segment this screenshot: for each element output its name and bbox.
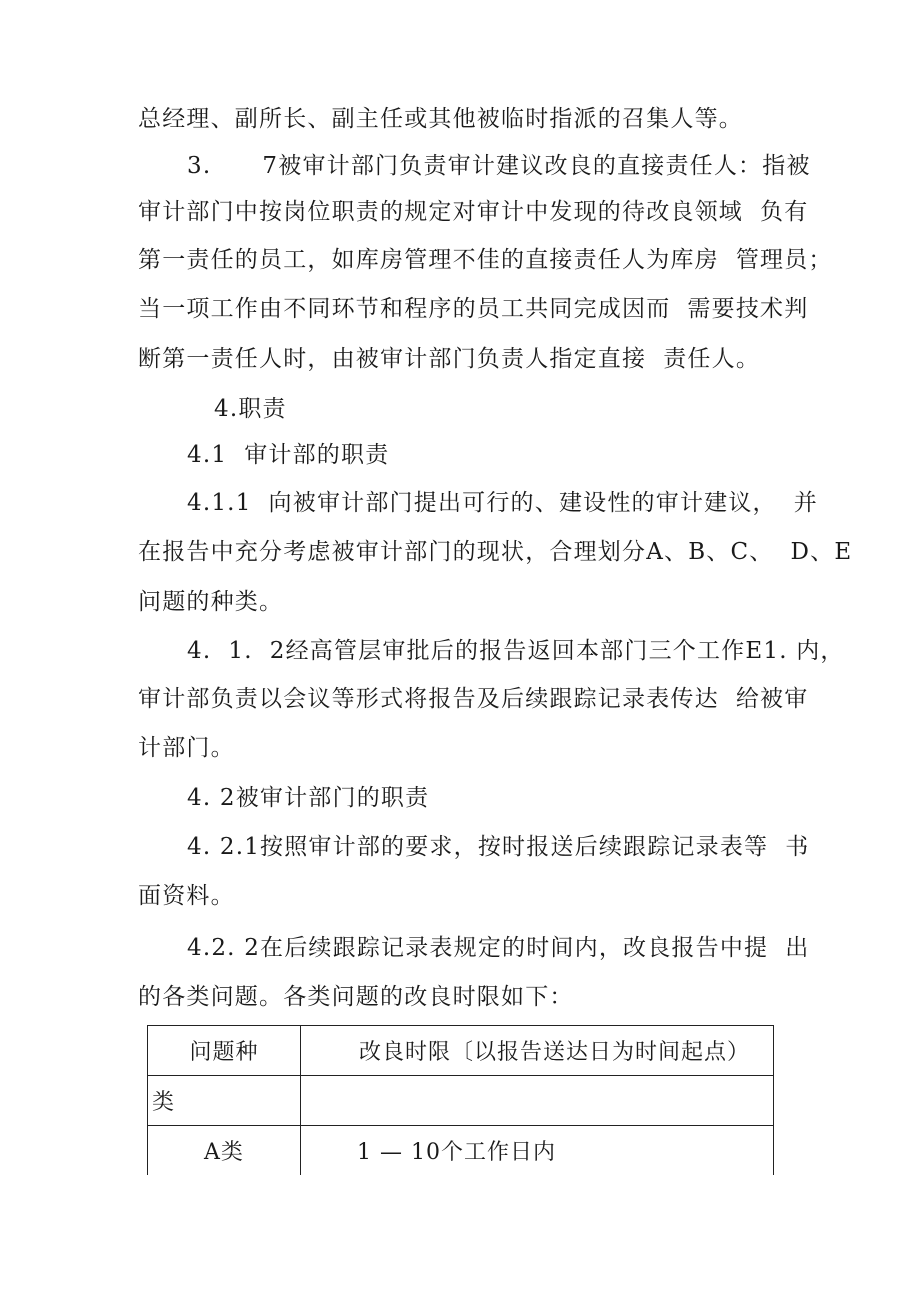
table-cell [301,1076,774,1126]
paragraph-line: 在报告中充分考虑被审计部门的现状，合理划分A、B、C、 D、E [138,539,853,565]
table-cell: 类 [148,1076,301,1126]
paragraph-line: 审计部负责以会议等形式将报告及后续跟踪记录表传达 给被审 [138,686,809,712]
paragraph-line: 总经理、副所长、副主任或其他被临时指派的召集人等。 [138,106,743,132]
paragraph-line: 4.1.1 向被审计部门提出可行的、建设性的审计建议， 并 [187,490,818,516]
section-heading: 4.职责 [214,396,287,422]
table-cell: A类 [148,1126,301,1176]
subsection-heading: 4. 2被审计部门的职责 [187,785,430,811]
subsection-heading: 4.1 审计部的职责 [187,442,390,468]
paragraph-line: 当一项工作由不同环节和程序的员工共同完成因而 需要技术判 [138,296,809,322]
paragraph-line: 面资料。 [138,883,235,909]
paragraph-line: 第一责任的员工，如库房管理不佳的直接责任人为库房 管理员； [138,247,833,273]
table-header-cell: 改良时限〔以报告送达日为时间起点） [301,1026,774,1076]
paragraph-line: 4.2. 2在后续跟踪记录表规定的时间内，改良报告中提 出 [187,935,810,961]
paragraph-line: 3. 7被审计部门负责审计建议改良的直接责任人：指被 [187,153,811,179]
paragraph-line: 的各类问题。各类问题的改良时限如下： [138,984,574,1010]
table-row [148,1076,774,1126]
paragraph-line: 断第一责任人时，由被审计部门负责人指定直接 责任人。 [138,346,761,372]
paragraph-line: 计部门。 [138,735,235,761]
table-header-cell: 问题种 [148,1026,301,1076]
table-row [148,1126,774,1176]
table-cell: 1 — 10个工作日内 [301,1126,774,1176]
paragraph-line: 审计部门中按岗位职责的规定对审计中发现的待改良领域 负有 [138,199,809,225]
paragraph-line: 问题的种类。 [138,589,284,615]
paragraph-line: 4. 2.1按照审计部的要求，按时报送后续跟踪记录表等 书 [187,834,810,860]
paragraph-line: 4. 1. 2经高管层审批后的报告返回本部门三个工作E1. 内， [187,638,845,664]
table-row [148,1026,774,1076]
rectification-time-table [147,1025,774,1175]
